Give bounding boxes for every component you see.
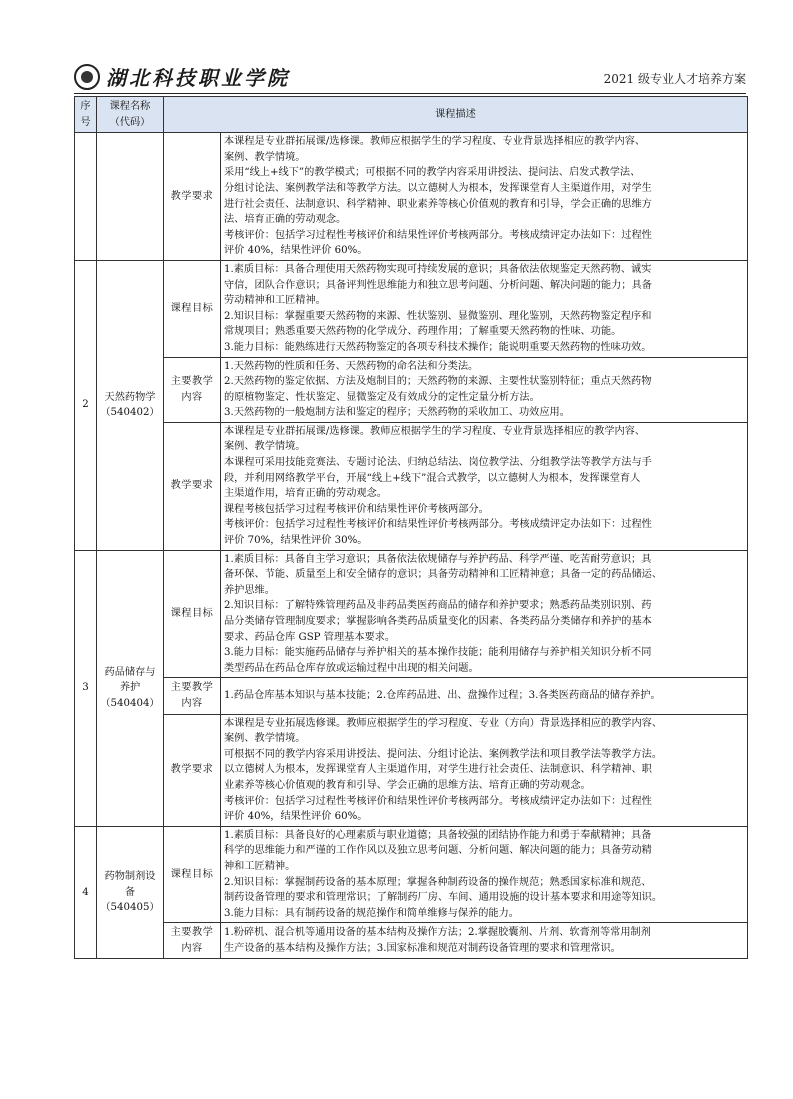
table-row	[75, 133, 748, 261]
description-line: 采用“线上+线下”的教学模式；可根据不同的教学内容采用讲授法、提问法、启发式教学法、	[224, 167, 641, 179]
description-line: 1.素质目标：具备合理使用天然药物实现可持续发展的意识；具备依法依规鉴定天然药物、诚实	[224, 263, 652, 275]
description-cell	[221, 923, 748, 959]
description-line: 评价 70%，结果性评价 30%。	[224, 535, 368, 547]
description-cell	[221, 422, 748, 550]
table-row	[75, 422, 748, 550]
description-cell	[221, 714, 748, 826]
row-label: 课程目标	[164, 826, 221, 923]
description-cell	[221, 826, 748, 923]
description-line: 要求、药品仓库 GSP 管理基本要求。	[224, 631, 396, 643]
document-title: 2021 级专业人才培养方案	[603, 72, 746, 86]
course-name	[97, 826, 164, 959]
description-line: 备环保、节能、质量至上和安全储存的意识；具备劳动精神和工匠精神意；具备一定的药品储运、	[224, 569, 663, 581]
table-row	[75, 678, 748, 714]
description-line: 课程考核包括学习过程考核评价和结果性评价考核两部分。	[224, 503, 489, 515]
description-line: 段，并利用网络教学平台，开展“线上+线下”混合式教学，以立德树人为根本，发挥课堂育人	[224, 472, 641, 484]
description-line: 业素养等核心价值观的教育和引导、学会正确的思维方法、培育正确的劳动观念。	[224, 779, 591, 791]
description-line: 3.天然药物的一般炮制方法和鉴定的程序；天然药物的采收加工、功效应用。	[224, 407, 570, 419]
description-line: 类型药品在药品仓库存放或运输过程中出现的相关问题。	[224, 662, 479, 674]
row-label: 课程目标	[164, 550, 221, 678]
row-label: 课程目标	[164, 260, 221, 357]
course-name	[97, 550, 164, 826]
description-line: 的原植物鉴定、性状鉴定、显微鉴定及有效成分的定性定量分析方法。	[224, 391, 540, 403]
description-line: 制药设备管理的要求和管理常识；了解制药厂房、车间、通用设施的设计基本要求和用途等知识。	[224, 892, 663, 904]
description-line: 2.知识目标：掌握重要天然药物的来源、性状鉴别、显微鉴别、理化鉴别，天然药物鉴定程序和	[224, 310, 652, 322]
description-line: 1.天然药物的性质和任务、天然药物的命名法和分类法。	[224, 360, 479, 372]
page-header	[74, 62, 746, 94]
course-no	[75, 133, 97, 261]
course-no: 4	[75, 826, 97, 959]
description-line: 本课程是专业群拓展课/选修课。教师应根据学生的学习程度、专业背景选择相应的教学内容、	[224, 425, 646, 437]
description-line: 3.能力目标：能熟练进行天然药物鉴定的各项专科技术操作；能说明重要天然药物的性味功效。	[224, 341, 652, 353]
description-line: 案例、教学情境。	[224, 441, 306, 453]
description-line: 神和工匠精神。	[224, 860, 296, 872]
course-code: （540402）	[100, 407, 160, 419]
header-description: 课程描述	[164, 97, 748, 133]
course-name	[97, 260, 164, 550]
description-line: 进行社会责任、法制意识、科学精神、职业素养等核心价值观的教育和引导，学会正确的思维方	[224, 198, 652, 210]
description-line: 1.素质目标：具备自主学习意识；具备依法依规储存与养护药品、科学严谨、吃苦耐劳意识；具	[224, 553, 652, 565]
description-line: 评价 40%，结果性评价 60%。	[224, 811, 368, 823]
description-line: 主渠道作用，培育正确的劳动观念。	[224, 488, 387, 500]
row-label: 教学要求	[164, 133, 221, 261]
description-line: 生产设备的基本结构及操作方法；3.国家标准和规范对制药设备管理的要求和管理常识。	[224, 942, 621, 954]
description-line: 1.粉碎机、混合机等通用设备的基本结构及操作方法；2.掌握胶囊剂、片剂、软膏剂等常用制剂	[224, 927, 651, 939]
description-line: 案例、教学情境。	[224, 151, 306, 163]
description-line: 守信，团队合作意识；具备评判性思维能力和独立思考问题、分析问题、解决问题的能力；具备	[224, 279, 652, 291]
description-cell	[221, 357, 748, 422]
table-row	[75, 923, 748, 959]
header-no: 序号	[75, 97, 97, 133]
school-logo-icon	[74, 64, 100, 90]
course-code: （540404）	[100, 697, 160, 709]
course-name	[97, 133, 164, 261]
description-line: 分组讨论法、案例教学法和等教学方法。以立德树人为根本，发挥课堂育人主渠道作用，对学生	[224, 182, 652, 194]
description-line: 常规项目；熟悉重要天然药物的化学成分、药理作用；了解重要天然药物的性味、功能。	[224, 326, 622, 338]
course-name-text: 药物制剂设备	[104, 871, 156, 898]
description-line: 考核评价：包括学习过程性考核评价和结果性评价考核两部分。考核成绩评定办法如下：过程性	[224, 795, 652, 807]
course-no: 3	[75, 550, 97, 826]
row-label: 主要教学内容	[164, 923, 221, 959]
description-cell	[221, 133, 748, 261]
course-name-text: 药品储存与养护	[104, 666, 156, 694]
description-line: 2.天然药物的鉴定依据、方法及炮制目的；天然药物的来源、主要性状鉴别特征；重点天然药物	[224, 376, 652, 388]
row-label: 主要教学内容	[164, 357, 221, 422]
description-line: 案例、教学情境。	[224, 733, 306, 745]
description-line: 本课程是专业拓展选修课。教师应根据学生的学习程度、专业（方向）背景选择相应的教学内容、	[224, 717, 663, 729]
description-cell	[221, 550, 748, 678]
row-label: 主要教学内容	[164, 678, 221, 714]
description-line: 评价 40%，结果性评价 60%。	[224, 245, 368, 257]
description-line: 3.能力目标：能实施药品储存与养护相关的基本操作技能；能利用储存与养护相关知识分析不同	[224, 647, 652, 659]
table-header-row	[75, 97, 748, 133]
description-line: 3.能力目标：具有制药设备的规范操作和简单维修与保养的能力。	[224, 907, 519, 919]
description-line: 以立德树人为根本，发挥课堂育人主渠道作用，对学生进行社会责任、法制意识、科学精神、职	[224, 764, 652, 776]
table-row	[75, 550, 748, 678]
table-row	[75, 826, 748, 923]
description-line: 本课程可采用技能竞赛法、专题讨论法、归纳总结法、岗位教学法、分组教学法等教学方法与手	[224, 457, 652, 469]
description-cell	[221, 260, 748, 357]
course-table	[74, 96, 748, 959]
table-row	[75, 357, 748, 422]
description-line: 本课程是专业群拓展课/选修课。教师应根据学生的学习程度、专业背景选择相应的教学内容、	[224, 136, 646, 148]
course-name-text: 天然药物学	[104, 391, 156, 403]
row-label: 教学要求	[164, 714, 221, 826]
course-no: 2	[75, 260, 97, 550]
description-line: 考核评价：包括学习过程性考核评价和结果性评价考核两部分。考核成绩评定办法如下：过程性	[224, 519, 652, 531]
description-line: 科学的思维能力和严谨的工作作风以及独立思考问题、分析问题、解决问题的能力；具备劳动精	[224, 845, 652, 857]
description-line: 养护思维。	[224, 584, 275, 596]
description-line: 可根据不同的教学内容采用讲授法、提问法、分组讨论法、案例教学法和项目教学法等教学方法。	[224, 748, 663, 760]
description-line: 1.素质目标：具备良好的心理素质与职业道德；具备较强的团结协作能力和勇于奉献精神；具备	[224, 829, 652, 841]
row-label: 教学要求	[164, 422, 221, 550]
description-line: 劳动精神和工匠精神。	[224, 295, 326, 307]
description-line: 2.知识目标：了解特殊管理药品及非药品类医药商品的储存和养护要求；熟悉药品类别识别、药	[224, 600, 652, 612]
table-row	[75, 714, 748, 826]
description-cell	[221, 678, 748, 714]
description-line: 品分类储存管理制度要求；掌握影响各类药品质量变化的因素、各类药品分类储存和养护的基本	[224, 616, 652, 627]
course-code: （540405）	[100, 902, 160, 914]
description-line: 1.药品仓库基本知识与基本技能；2.仓库药品进、出、盘操作过程；3.各类医药商品的储存养护。	[224, 690, 661, 702]
header-course-name: 课程名称（代码）	[97, 97, 164, 133]
description-line: 法、培育正确的劳动观念。	[224, 214, 347, 226]
table-row	[75, 260, 748, 357]
header-rule	[74, 93, 746, 94]
school-name: 湖北科技职业学院	[106, 66, 290, 90]
description-line: 2.知识目标：掌握制药设备的基本原理；掌握各种制药设备的操作规范；熟悉国家标准和规范、	[224, 876, 652, 888]
description-line: 考核评价：包括学习过程性考核评价和结果性评价考核两部分。考核成绩评定办法如下：过程性	[224, 229, 652, 241]
